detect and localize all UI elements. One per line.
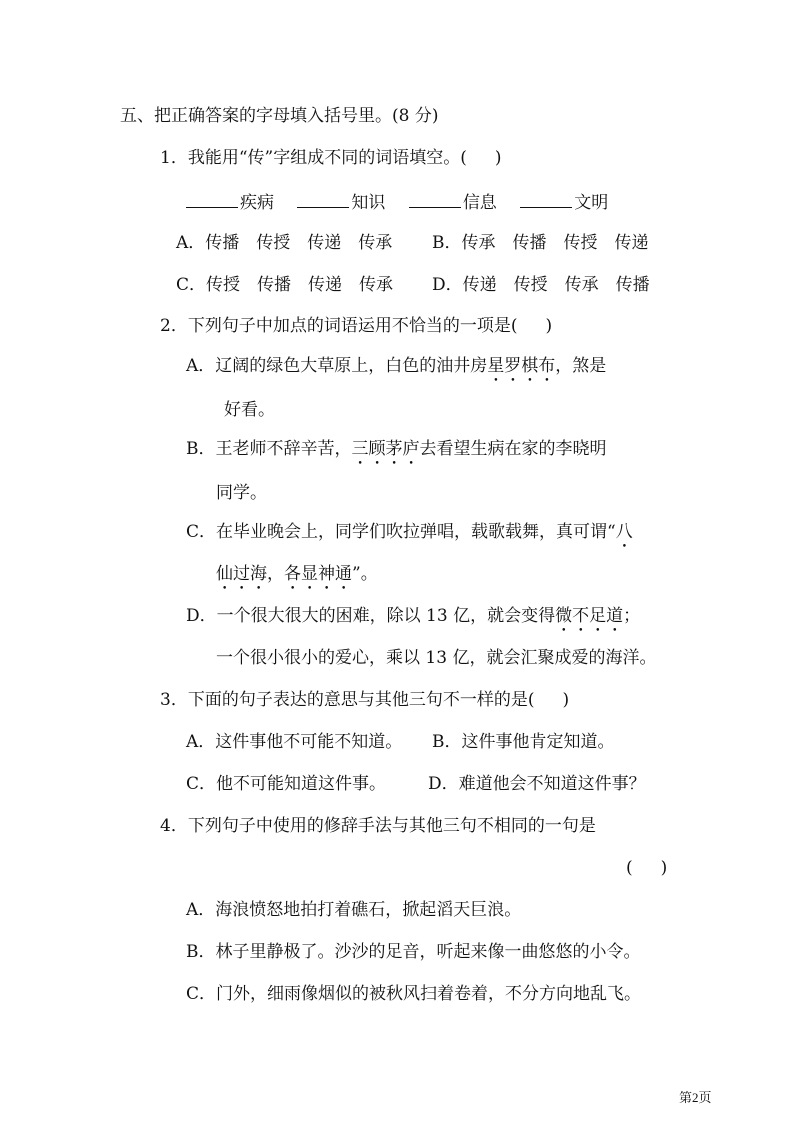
q2-option-a-line2: 好看。 bbox=[224, 400, 275, 420]
q1-stem-text: 我能用“传”字组成不同的词语填空。( bbox=[187, 148, 467, 168]
q1-option-b-label: B． bbox=[432, 233, 462, 253]
q4-option-a bbox=[186, 898, 521, 922]
q3-option-a-text: 这件事他不可能不知道。 bbox=[215, 732, 403, 752]
q2-option-b-dotted-word: 三顾茅庐 bbox=[351, 439, 420, 459]
q3-option-d bbox=[428, 772, 646, 796]
q1-option-c bbox=[176, 273, 393, 297]
q1-blank-2[interactable] bbox=[297, 189, 349, 208]
q1-option-a bbox=[176, 231, 392, 255]
q1-option-d bbox=[432, 273, 650, 297]
q2-option-a-label: A． bbox=[186, 356, 216, 376]
q4-stem-text: 下列句子中使用的修辞手法与其他三句不相同的一句是 bbox=[187, 816, 596, 836]
q3-number: 3． bbox=[160, 690, 188, 710]
q2-option-a-post: ，煞是 bbox=[555, 356, 607, 376]
q1-option-b-text: 传承 传播 传授 传递 bbox=[461, 233, 649, 253]
q3-option-a bbox=[186, 730, 402, 754]
q4-option-c bbox=[186, 982, 641, 1006]
q4-paren-close: ) bbox=[660, 858, 668, 878]
q1-option-b bbox=[432, 231, 649, 255]
q3-option-a-label: A． bbox=[186, 732, 216, 752]
q2-option-d-pre: 一个很大很大的困难，除以 13 亿，就会变得 bbox=[216, 606, 556, 626]
q4-paren-open: ( bbox=[626, 858, 633, 878]
q3-stem-text: 下面的句子表达的意思与其他三句不一样的是( bbox=[187, 690, 535, 710]
q4-answer-paren bbox=[626, 856, 667, 880]
q3-option-b-label: B． bbox=[432, 732, 462, 752]
q2-option-b-pre: 王老师不辞辛苦， bbox=[215, 439, 352, 459]
q2-option-a-dotted-word: 星罗棋布 bbox=[487, 356, 556, 376]
q2-option-c-dotted-2: 仙过海，各显神通 bbox=[216, 564, 352, 584]
q3-option-c-text: 他不可能知道这件事。 bbox=[216, 774, 387, 794]
q4-option-a-label: A． bbox=[186, 900, 216, 920]
q2-option-c-line2 bbox=[216, 562, 378, 594]
q1-stem bbox=[160, 146, 501, 170]
q1-blank-word-4: 文明 bbox=[574, 193, 609, 213]
q1-number: 1． bbox=[160, 148, 188, 168]
q1-option-d-text: 传递 传授 传承 传播 bbox=[462, 275, 650, 295]
q4-option-b-text: 林子里静极了。沙沙的足音，听起来像一曲悠悠的小令。 bbox=[215, 942, 641, 962]
q3-option-b-text: 这件事他肯定知道。 bbox=[461, 732, 615, 752]
q1-option-a-label: A． bbox=[176, 233, 206, 253]
q2-option-b-line2: 同学。 bbox=[216, 483, 267, 503]
q1-option-c-label: C． bbox=[176, 275, 207, 295]
q2-option-b bbox=[186, 437, 607, 469]
q4-option-c-text: 门外，细雨像烟似的被秋风扫着卷着，不分方向地乱飞。 bbox=[216, 984, 642, 1004]
q4-option-b-label: B． bbox=[186, 942, 216, 962]
q2-option-a-pre: 辽阔的绿色大草原上，白色的油井房 bbox=[215, 356, 488, 376]
q2-option-d bbox=[186, 604, 640, 636]
q3-option-d-text: 难道他会不知道这件事？ bbox=[458, 774, 646, 794]
q4-option-b bbox=[186, 940, 641, 964]
q2-option-b-post: 去看望生病在家的李晓明 bbox=[419, 439, 607, 459]
q2-option-a bbox=[186, 354, 606, 386]
q4-number: 4． bbox=[160, 816, 188, 836]
q2-option-d-dotted-word: 微不足道 bbox=[555, 606, 624, 626]
q3-option-b bbox=[432, 730, 615, 754]
q4-option-c-label: C． bbox=[186, 984, 217, 1004]
q1-option-d-label: D． bbox=[432, 275, 463, 295]
q2-number: 2． bbox=[160, 316, 188, 336]
q1-paren-close: ) bbox=[494, 148, 502, 168]
q2-option-d-label: D． bbox=[186, 606, 217, 626]
q2-option-d-line2: 一个很小很小的爱心，乘以 13 亿，就会汇聚成爱的海洋。 bbox=[216, 648, 657, 668]
q1-blank-3[interactable] bbox=[409, 189, 461, 208]
q2-stem-text: 下列句子中加点的词语运用不恰当的一项是( bbox=[187, 316, 518, 336]
q2-stem bbox=[160, 314, 552, 338]
q2-option-c-dotted-1: 八 bbox=[615, 522, 633, 542]
q3-option-c bbox=[186, 772, 386, 796]
q3-stem bbox=[160, 688, 569, 712]
q1-blank-1[interactable] bbox=[186, 189, 238, 208]
page-number: 第2页 bbox=[679, 1090, 712, 1105]
q4-stem bbox=[160, 814, 596, 838]
q1-option-a-text: 传播 传授 传递 传承 bbox=[205, 233, 393, 253]
q2-paren-close: ) bbox=[545, 316, 553, 336]
q2-option-c-label: C． bbox=[186, 522, 217, 542]
q3-paren-close: ) bbox=[562, 690, 570, 710]
q2-option-c-pre: 在毕业晚会上，同学们吹拉弹唱，载歌载舞，真可谓“ bbox=[216, 522, 616, 542]
q1-blank-word-3: 信息 bbox=[462, 193, 497, 213]
q1-blank-4[interactable] bbox=[520, 189, 572, 208]
q1-blank-word-2: 知识 bbox=[351, 193, 386, 213]
q1-option-c-text: 传授 传播 传递 传承 bbox=[206, 275, 394, 295]
q3-option-d-label: D． bbox=[428, 774, 459, 794]
q4-option-a-text: 海浪愤怒地拍打着礁石，掀起滔天巨浪。 bbox=[215, 900, 522, 920]
q1-blanks bbox=[186, 189, 608, 215]
q2-option-b-label: B． bbox=[186, 439, 216, 459]
q2-option-c-post: ”。 bbox=[352, 564, 378, 584]
q3-option-c-label: C． bbox=[186, 774, 217, 794]
q2-option-c bbox=[186, 520, 633, 552]
q2-option-d-post: ； bbox=[623, 606, 641, 626]
q1-blank-word-1: 疾病 bbox=[240, 193, 274, 213]
section-title: 五、把正确答案的字母填入括号里。(8 分) bbox=[120, 106, 439, 126]
